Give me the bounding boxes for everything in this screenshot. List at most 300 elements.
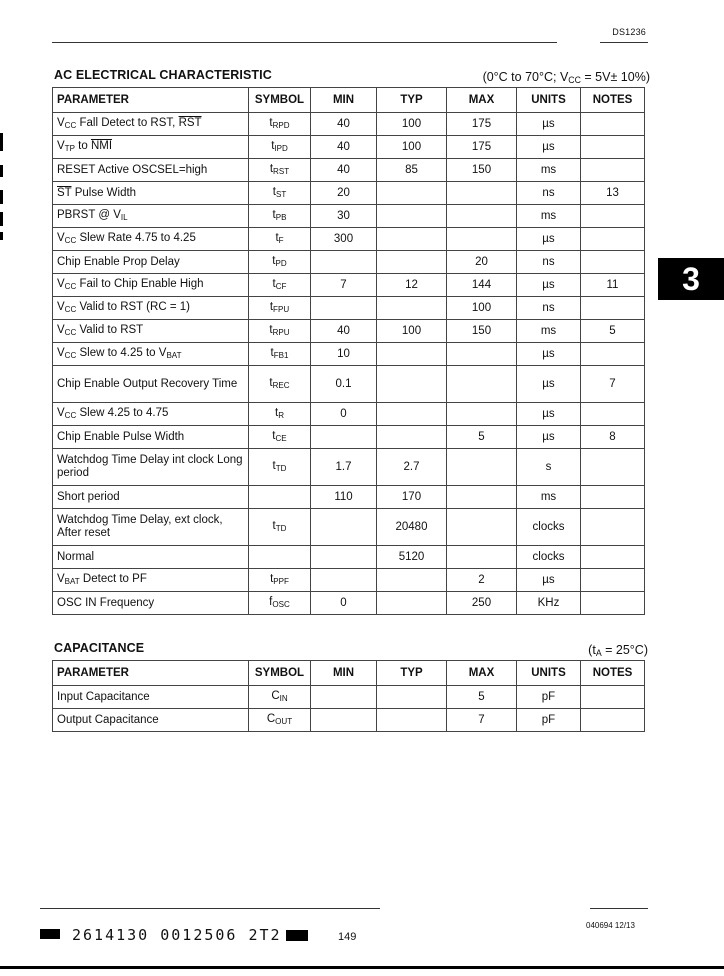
notes-cell (581, 343, 645, 366)
symbol-subscript: RPU (272, 327, 290, 337)
max-cell: 175 (447, 136, 517, 159)
notes-cell: 7 (581, 366, 645, 403)
parameter-cell (53, 251, 249, 274)
symbol-subscript: OSC (272, 599, 290, 609)
symbol-text: t (274, 406, 279, 419)
symbol-subscript: IN (279, 693, 288, 703)
notes-cell (581, 686, 645, 709)
column-header: TYP (377, 661, 447, 686)
parameter-cell (53, 228, 249, 251)
max-cell: 100 (447, 297, 517, 320)
max-cell (447, 182, 517, 205)
column-header: TYP (377, 88, 447, 113)
table-row (53, 159, 645, 182)
typ-cell (377, 297, 447, 320)
symbol-subscript: CF (275, 281, 287, 291)
capacitance-section-title: CAPACITANCE (54, 641, 145, 655)
symbol-cell (249, 182, 311, 205)
units-cell: µs (517, 569, 581, 592)
min-cell: 10 (311, 343, 377, 366)
max-cell: 144 (447, 274, 517, 297)
notes-cell: 8 (581, 426, 645, 449)
parameter-cell (53, 686, 249, 709)
symbol-subscript: IPD (274, 143, 288, 153)
parameter-text: V (57, 231, 65, 244)
column-header: PARAMETER (53, 661, 249, 686)
units-cell: µs (517, 366, 581, 403)
table-row (53, 297, 645, 320)
margin-mark (0, 133, 3, 151)
units-cell: µs (517, 113, 581, 136)
symbol-text: f (269, 595, 273, 608)
parameter-text: CC (64, 304, 77, 314)
parameter-cell (53, 449, 249, 486)
parameter-text: CC (64, 281, 77, 291)
parameter-text: Watchdog Time Delay, ext clock, After reset (57, 514, 223, 539)
max-cell (447, 343, 517, 366)
max-cell (447, 205, 517, 228)
parameter-text: Short period (57, 490, 120, 503)
margin-mark (0, 165, 3, 177)
parameter-text: V (57, 572, 65, 585)
notes-cell (581, 709, 645, 732)
barcode-block (286, 930, 308, 941)
column-header: UNITS (517, 88, 581, 113)
typ-cell: 100 (377, 113, 447, 136)
min-cell (311, 569, 377, 592)
parameter-text: CC (64, 120, 77, 130)
max-cell (447, 403, 517, 426)
parameter-text: to (74, 139, 91, 152)
symbol-subscript: FPU (273, 304, 290, 314)
parameter-cell (53, 709, 249, 732)
min-cell (311, 251, 377, 274)
max-cell: 150 (447, 159, 517, 182)
typ-cell (377, 426, 447, 449)
min-cell: 20 (311, 182, 377, 205)
symbol-cell (249, 686, 311, 709)
typ-cell: 20480 (377, 509, 447, 546)
max-cell: 250 (447, 592, 517, 615)
parameter-text: V (57, 406, 65, 419)
symbol-text: t (270, 572, 274, 585)
table-row (53, 426, 645, 449)
symbol-subscript: RPD (272, 120, 290, 130)
parameter-cell (53, 274, 249, 297)
parameter-text: Input Capacitance (57, 690, 150, 703)
parameter-text: Slew 4.25 to 4.75 (76, 406, 169, 419)
table-row (53, 709, 645, 732)
min-cell (311, 509, 377, 546)
parameter-text: $\overline{RST}$ (178, 116, 202, 129)
symbol-text: t (272, 459, 276, 472)
parameter-text: Normal (57, 550, 95, 563)
parameter-cell (53, 426, 249, 449)
symbol-cell (249, 136, 311, 159)
typ-cell (377, 569, 447, 592)
notes-cell (581, 136, 645, 159)
table-row (53, 449, 645, 486)
units-cell: ms (517, 159, 581, 182)
units-cell: s (517, 449, 581, 486)
notes-cell (581, 592, 645, 615)
min-cell: 0 (311, 403, 377, 426)
symbol-cell (249, 709, 311, 732)
ac-characteristics-table (52, 87, 645, 615)
max-cell (447, 509, 517, 546)
parameter-cell (53, 113, 249, 136)
symbol-subscript: RST (273, 166, 290, 176)
units-cell: µs (517, 274, 581, 297)
min-cell (311, 297, 377, 320)
min-cell: 300 (311, 228, 377, 251)
parameter-text: BAT (64, 576, 80, 586)
min-cell: 40 (311, 136, 377, 159)
table-row (53, 251, 645, 274)
table-row (53, 403, 645, 426)
typ-cell (377, 343, 447, 366)
parameter-cell (53, 486, 249, 509)
typ-cell: 12 (377, 274, 447, 297)
table-row (53, 592, 645, 615)
parameter-text: Slew to 4.25 to V (76, 346, 167, 359)
parameter-cell (53, 403, 249, 426)
min-cell: 110 (311, 486, 377, 509)
parameter-cell (53, 366, 249, 403)
parameter-text: Valid to RST (76, 323, 144, 336)
units-cell: pF (517, 709, 581, 732)
typ-cell (377, 205, 447, 228)
parameter-text: RESET Active OSCSEL=high (57, 163, 208, 176)
column-header: SYMBOL (249, 88, 311, 113)
symbol-subscript: ST (275, 189, 287, 199)
notes-cell (581, 159, 645, 182)
min-cell: 0.1 (311, 366, 377, 403)
max-cell (447, 486, 517, 509)
symbol-subscript: CE (275, 433, 287, 443)
column-header: NOTES (581, 88, 645, 113)
parameter-text: Fall Detect to RST, (76, 116, 179, 129)
parameter-cell (53, 592, 249, 615)
notes-cell (581, 297, 645, 320)
typ-cell (377, 366, 447, 403)
notes-cell (581, 486, 645, 509)
column-header: MAX (447, 661, 517, 686)
parameter-text: V (57, 277, 65, 290)
units-cell: ms (517, 205, 581, 228)
max-cell: 5 (447, 686, 517, 709)
table-row (53, 205, 645, 228)
symbol-text: t (269, 323, 273, 336)
symbol-cell (249, 546, 311, 569)
footer-rule (40, 908, 380, 909)
parameter-text: Chip Enable Output Recovery Time (57, 377, 238, 390)
max-cell (447, 366, 517, 403)
symbol-cell (249, 159, 311, 182)
parameter-cell (53, 297, 249, 320)
symbol-text: t (272, 208, 276, 221)
logo-mark (40, 929, 60, 939)
parameter-text: PBRST @ V (57, 208, 121, 221)
symbol-cell (249, 343, 311, 366)
parameter-text: Detect to PF (79, 572, 147, 585)
typ-cell (377, 709, 447, 732)
parameter-text: CC (64, 410, 77, 420)
symbol-cell (249, 297, 311, 320)
parameter-text: IL (120, 212, 128, 222)
column-header: UNITS (517, 661, 581, 686)
max-cell: 20 (447, 251, 517, 274)
capacitance-table (52, 660, 645, 732)
symbol-text: t (271, 139, 275, 152)
ac-section-title: AC ELECTRICAL CHARACTERISTIC (54, 68, 272, 82)
parameter-text: Pulse Width (71, 186, 137, 199)
notes-cell (581, 546, 645, 569)
units-cell: µs (517, 136, 581, 159)
symbol-text: t (269, 376, 273, 389)
units-cell: ns (517, 297, 581, 320)
max-cell: 7 (447, 709, 517, 732)
typ-cell: 85 (377, 159, 447, 182)
column-header: PARAMETER (53, 88, 249, 113)
symbol-text: t (275, 231, 279, 244)
section-tab: 3 (658, 258, 724, 300)
symbol-text: t (272, 277, 276, 290)
parameter-text: V (57, 139, 65, 152)
typ-cell: 100 (377, 136, 447, 159)
symbol-subscript: OUT (275, 716, 293, 726)
symbol-text: t (272, 185, 276, 198)
parameter-text: Chip Enable Prop Delay (57, 255, 180, 268)
symbol-cell (249, 486, 311, 509)
parameter-cell (53, 546, 249, 569)
column-header: MAX (447, 88, 517, 113)
parameter-text: CC (64, 327, 77, 337)
header-rule-right (600, 42, 648, 43)
symbol-text: t (269, 162, 274, 175)
typ-cell (377, 403, 447, 426)
max-cell: 5 (447, 426, 517, 449)
bottom-bar (0, 966, 724, 969)
column-header: MIN (311, 661, 377, 686)
capacitance-conditions: $(t_A = 25^\circ C)$ (588, 643, 648, 659)
table-row (53, 274, 645, 297)
symbol-subscript: PB (275, 212, 287, 222)
page-number: 149 (338, 931, 357, 943)
units-cell: KHz (517, 592, 581, 615)
symbol-cell (249, 403, 311, 426)
margin-mark (0, 212, 3, 226)
min-cell: 0 (311, 592, 377, 615)
notes-cell: 11 (581, 274, 645, 297)
min-cell (311, 546, 377, 569)
symbol-text: t (270, 346, 274, 359)
symbol-text: C (266, 712, 276, 725)
parameter-text: Output Capacitance (57, 713, 159, 726)
footer-rule-right (590, 908, 648, 909)
table-row (53, 113, 645, 136)
max-cell: 175 (447, 113, 517, 136)
column-header: SYMBOL (249, 661, 311, 686)
parameter-text: CC (64, 350, 77, 360)
parameter-cell (53, 569, 249, 592)
typ-cell (377, 228, 447, 251)
min-cell (311, 426, 377, 449)
notes-cell (581, 251, 645, 274)
column-header: NOTES (581, 661, 645, 686)
parameter-cell (53, 205, 249, 228)
parameter-text: CC (64, 235, 77, 245)
symbol-text: t (272, 254, 276, 267)
symbol-text: t (272, 519, 276, 532)
table-header-row (53, 88, 645, 113)
symbol-cell (249, 228, 311, 251)
units-cell: clocks (517, 509, 581, 546)
margin-mark (0, 190, 3, 204)
symbol-text: t (269, 300, 274, 313)
symbol-cell (249, 274, 311, 297)
min-cell: 7 (311, 274, 377, 297)
symbol-subscript: PPF (273, 576, 289, 586)
max-cell: 2 (447, 569, 517, 592)
parameter-text: Chip Enable Pulse Width (57, 430, 185, 443)
symbol-subscript: REC (272, 380, 290, 390)
max-cell (447, 546, 517, 569)
min-cell: 40 (311, 113, 377, 136)
symbol-cell (249, 251, 311, 274)
table-row (53, 486, 645, 509)
margin-mark (0, 232, 3, 240)
symbol-text: t (272, 429, 276, 442)
parameter-cell (53, 136, 249, 159)
typ-cell: 170 (377, 486, 447, 509)
parameter-text: Watchdog Time Delay int clock Long period (57, 454, 243, 479)
table-row (53, 546, 645, 569)
notes-cell: 5 (581, 320, 645, 343)
table-row (53, 569, 645, 592)
units-cell: µs (517, 403, 581, 426)
symbol-cell (249, 449, 311, 486)
typ-cell (377, 251, 447, 274)
min-cell (311, 709, 377, 732)
max-cell (447, 228, 517, 251)
ac-conditions: (0°C to 70°C; $V_{CC} = 5V\pm 10\%$) (482, 70, 650, 86)
parameter-cell (53, 320, 249, 343)
units-cell: ns (517, 251, 581, 274)
symbol-cell (249, 592, 311, 615)
min-cell (311, 686, 377, 709)
table-row (53, 509, 645, 546)
typ-cell (377, 686, 447, 709)
symbol-cell (249, 569, 311, 592)
symbol-subscript: TD (275, 463, 287, 473)
symbol-cell (249, 509, 311, 546)
units-cell: µs (517, 426, 581, 449)
table-row (53, 343, 645, 366)
parameter-text: Valid to RST (RC = 1) (76, 300, 190, 313)
symbol-cell (249, 113, 311, 136)
table-row (53, 228, 645, 251)
units-cell: ns (517, 182, 581, 205)
max-cell: 150 (447, 320, 517, 343)
min-cell: 30 (311, 205, 377, 228)
parameter-text: TP (64, 143, 75, 153)
barcode-text: 2614130 0012506 2T2 (72, 926, 282, 944)
parameter-text: BAT (166, 350, 182, 360)
parameter-text: V (57, 346, 65, 359)
symbol-subscript: R (278, 410, 284, 420)
parameter-text: V (57, 300, 65, 313)
date-code: 040694 12/13 (586, 921, 635, 930)
min-cell: 40 (311, 320, 377, 343)
part-number: DS1236 (612, 27, 646, 37)
parameter-cell (53, 182, 249, 205)
max-cell (447, 449, 517, 486)
symbol-text: C (271, 689, 280, 702)
table-row (53, 136, 645, 159)
typ-cell: 100 (377, 320, 447, 343)
symbol-subscript: TD (275, 523, 287, 533)
notes-cell (581, 205, 645, 228)
min-cell: 40 (311, 159, 377, 182)
notes-cell (581, 403, 645, 426)
symbol-cell (249, 426, 311, 449)
units-cell: ms (517, 320, 581, 343)
units-cell: µs (517, 228, 581, 251)
symbol-subscript: F (278, 235, 284, 245)
parameter-cell (53, 509, 249, 546)
symbol-subscript: FB1 (273, 350, 289, 360)
parameter-text: V (57, 116, 65, 129)
typ-cell (377, 182, 447, 205)
table-row (53, 182, 645, 205)
parameter-text: Slew Rate 4.75 to 4.25 (76, 231, 196, 244)
symbol-subscript: PD (275, 258, 287, 268)
table-row (53, 320, 645, 343)
parameter-text: OSC IN Frequency (57, 596, 155, 609)
notes-cell (581, 509, 645, 546)
symbol-cell (249, 320, 311, 343)
units-cell: pF (517, 686, 581, 709)
parameter-cell (53, 343, 249, 366)
typ-cell: 2.7 (377, 449, 447, 486)
parameter-text: $\overline{NMI}$ (90, 139, 113, 152)
symbol-cell (249, 366, 311, 403)
symbol-text: t (269, 116, 273, 129)
notes-cell: 13 (581, 182, 645, 205)
notes-cell (581, 449, 645, 486)
notes-cell (581, 569, 645, 592)
column-header: MIN (311, 88, 377, 113)
parameter-text: Fail to Chip Enable High (76, 277, 204, 290)
units-cell: ms (517, 486, 581, 509)
units-cell: clocks (517, 546, 581, 569)
symbol-cell (249, 205, 311, 228)
table-header-row (53, 661, 645, 686)
min-cell: 1.7 (311, 449, 377, 486)
parameter-text: V (57, 323, 65, 336)
table-row (53, 366, 645, 403)
parameter-cell (53, 159, 249, 182)
table-row (53, 686, 645, 709)
units-cell: µs (517, 343, 581, 366)
typ-cell: 5120 (377, 546, 447, 569)
notes-cell (581, 113, 645, 136)
typ-cell (377, 592, 447, 615)
notes-cell (581, 228, 645, 251)
header-rule (52, 42, 557, 43)
parameter-text: $\overline{ST}$ (57, 186, 72, 199)
